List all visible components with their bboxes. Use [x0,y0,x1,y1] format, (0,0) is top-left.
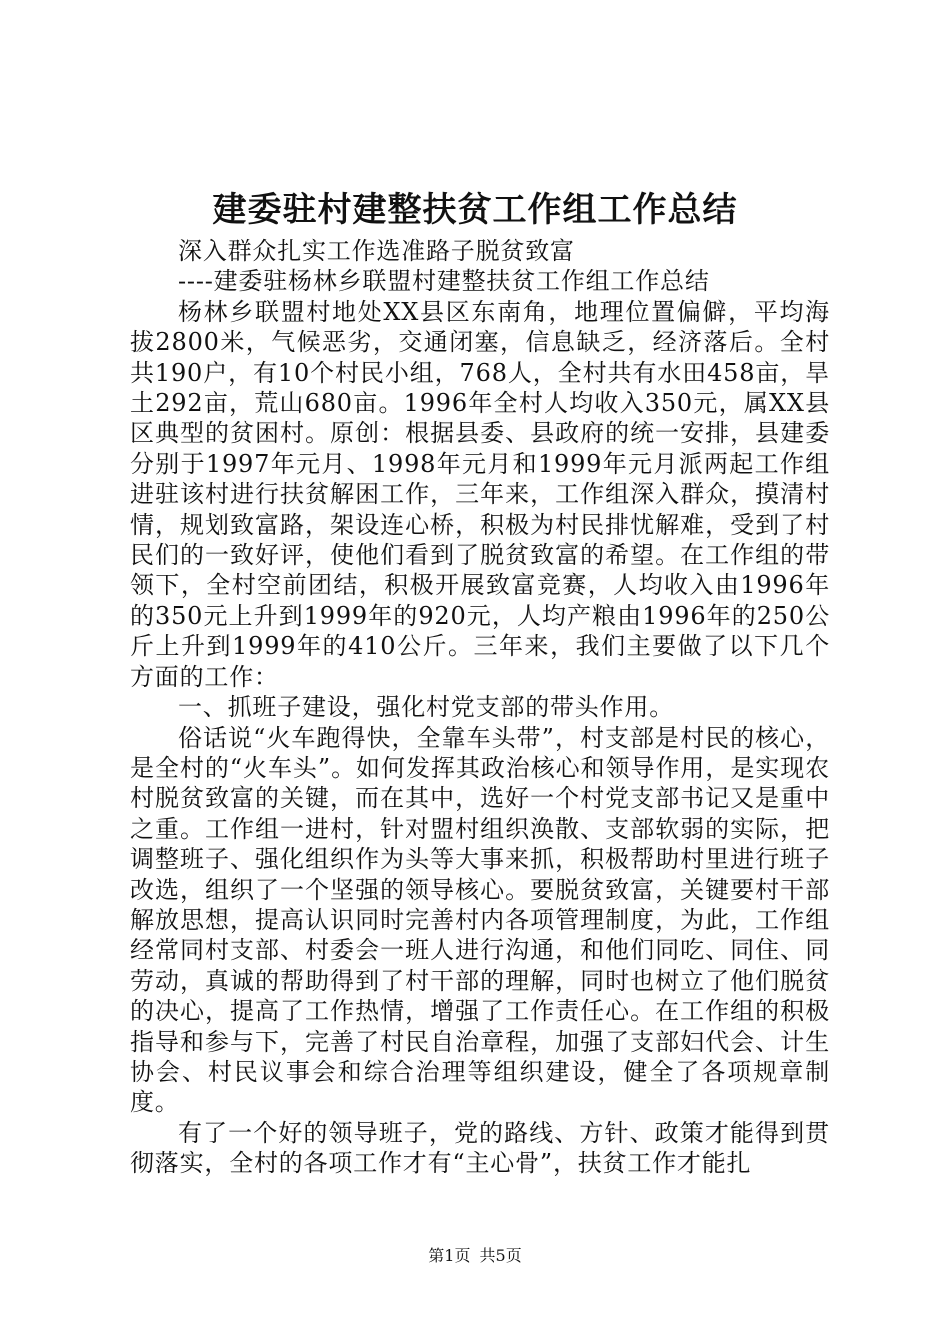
document-title: 建委驻村建整扶贫工作组工作总结 [212,190,738,230]
body-paragraph: 有了一个好的领导班子，党的路线、方针、政策才能得到贯彻落实，全村的各项工作才有“主心骨”，扶贫工作才能扎 [130,1118,830,1178]
page-number: 第1页 [428,1246,471,1265]
page-total: 共5页 [479,1246,522,1265]
subtitle-source-line: ----建委驻杨林乡联盟村建整扶贫工作组工作总结 [178,267,710,296]
subtitle-line: 深入群众扎实工作选准路子脱贫致富 [178,237,575,265]
page-footer [0,1245,950,1267]
section-heading: 一、抓班子建设，强化村党支部的带头作用。 [178,693,674,722]
body-paragraph: 杨林乡联盟村地处XX县区东南角，地理位置偏僻，平均海拔2800米，气候恶劣，交通闭塞，信息缺乏，经济落后。全村共190户，有10个村民小组，768人，全村共有水田458亩，旱土292亩，荒山680亩。1996年全村人均收入350元，属XX县区典型的贫困村。原创：根据县委、县政府的统一安排，县建委分别于1997年元月、1998年元月和1999年元月派两起工作组进驻该村进行扶贫解困工作，三年来，工作组深入群众，摸清村情，规划致富路，架设连心桥，积极为村民排忧解难，受到了村民们的一致好评，使他们看到了脱贫致富的希望。在工作组的带领下，全村空前团结，积极开展致富竞赛，人均收入由1996年的350元上升到1999年的920元，人均产粮由1996年的250公斤上升到1999年的410公斤。三年来，我们主要做了以下几个方面的工作： [130,297,830,691]
body-paragraph: 俗话说“火车跑得快，全靠车头带”，村支部是村民的核心，是全村的“火车头”。如何发挥其政治核心和领导作用，是实现农村脱贫致富的关键，而在其中，选好一个村党支部书记又是重中之重。工作组一进村，针对盟村组织涣散、支部软弱的实际，把调整班子、强化组织作为头等大事来抓，积极帮助村里进行班子改选，组织了一个坚强的领导核心。要脱贫致富，关键要村干部解放思想，提高认识同时完善村内各项管理制度，为此，工作组经常同村支部、村委会一班人进行沟通，和他们同吃、同住、同劳动，真诚的帮助得到了村干部的理解，同时也树立了他们脱贫的决心，提高了工作热情，增强了工作责任心。在工作组的积极指导和参与下，完善了村民自治章程，加强了支部妇代会、计生协会、村民议事会和综合治理等组织建设，健全了各项规章制度。 [130,723,830,1117]
document-body [130,236,830,1179]
